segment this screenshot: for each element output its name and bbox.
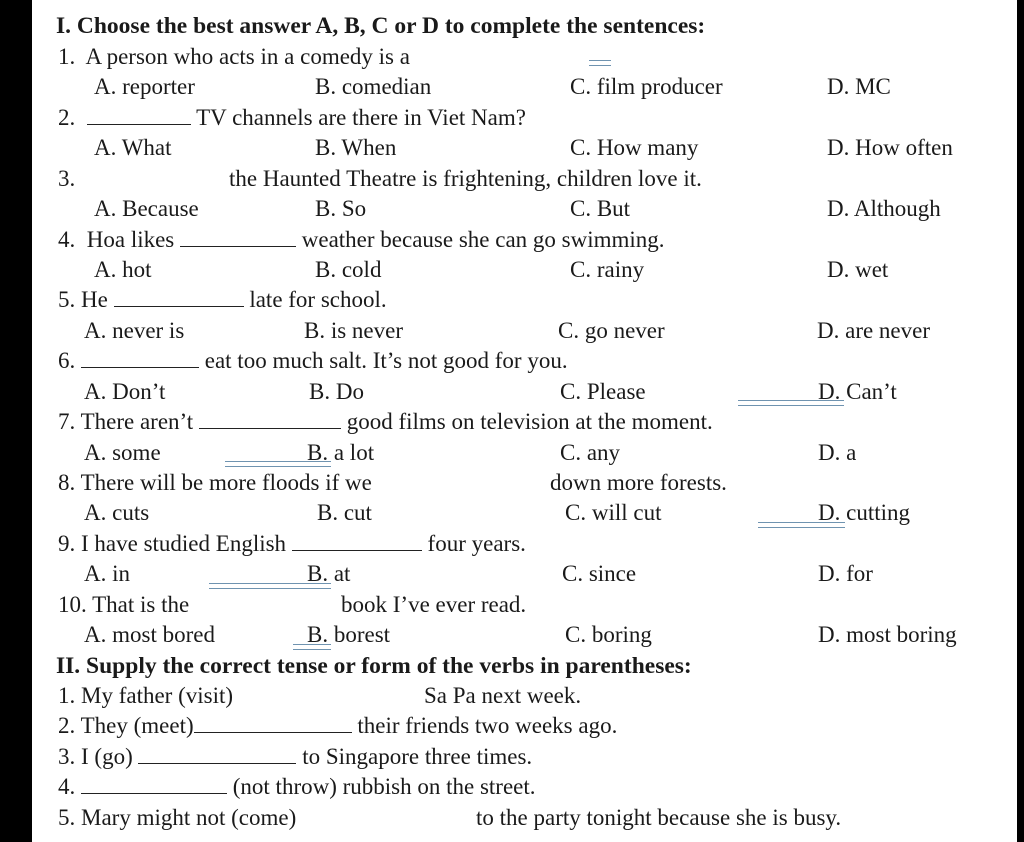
question-text-before: He: [81, 287, 108, 312]
option-a[interactable]: A. never is: [84, 318, 185, 343]
question-number: 5.: [58, 287, 76, 312]
question-8-text-after: down more forests.: [550, 470, 727, 495]
question-5: [58, 286, 387, 314]
verb-item-4: [58, 773, 536, 801]
question-text-before: I have studied English: [81, 531, 287, 556]
option-b[interactable]: B. comedian: [315, 74, 432, 99]
question-text-before: There aren’t: [80, 409, 194, 434]
option-b[interactable]: B. So: [315, 196, 367, 221]
option-b-selected[interactable]: B. at: [307, 561, 351, 586]
answer-blank[interactable]: [194, 714, 352, 733]
option-d[interactable]: D. How often: [827, 135, 953, 160]
item-text-after: to Singapore three times.: [302, 744, 533, 769]
question-number: 1.: [58, 44, 76, 69]
option-c[interactable]: C. boring: [565, 622, 652, 647]
question-10-text-after: book I’ve ever read.: [341, 592, 527, 617]
option-c[interactable]: C. rainy: [570, 257, 645, 282]
option-d[interactable]: D. for: [818, 561, 873, 586]
verb-item-1-after: Sa Pa next week.: [424, 683, 582, 708]
item-text-before: I (go): [81, 744, 133, 769]
option-c[interactable]: C. any: [560, 440, 621, 465]
item-number: 4.: [58, 774, 76, 799]
item-text-before: Mary might not (come): [81, 805, 297, 830]
answer-blank[interactable]: [180, 228, 296, 247]
option-b[interactable]: B. cut: [317, 500, 372, 525]
option-b[interactable]: B. Do: [309, 379, 364, 404]
option-a[interactable]: A. most bored: [84, 622, 215, 647]
option-a[interactable]: A. What: [94, 135, 172, 160]
option-c[interactable]: C. since: [562, 561, 637, 586]
option-a[interactable]: A. some: [84, 440, 161, 465]
item-text-before: They (meet): [80, 713, 194, 738]
option-a[interactable]: A. hot: [94, 257, 152, 282]
question-text: eat too much salt. It’s not good for you.: [204, 348, 568, 373]
option-a[interactable]: A. reporter: [94, 74, 195, 99]
answer-blank[interactable]: [138, 745, 296, 764]
option-c[interactable]: C. will cut: [565, 500, 662, 525]
verb-item-5: [58, 804, 296, 832]
option-b-selected[interactable]: B. a lot: [307, 440, 375, 465]
option-b[interactable]: B. is never: [304, 318, 404, 343]
option-b[interactable]: B. cold: [315, 257, 382, 282]
option-c[interactable]: C. film producer: [570, 74, 723, 99]
option-a[interactable]: A. Don’t: [84, 379, 166, 404]
question-number: 10.: [58, 592, 87, 617]
question-1: [58, 43, 410, 71]
option-c[interactable]: C. Please: [560, 379, 646, 404]
question-text-before: That is the: [92, 592, 190, 617]
verb-item-1: [58, 682, 233, 710]
question-text-before: Hoa likes: [86, 227, 175, 252]
answer-blank[interactable]: [87, 106, 191, 125]
answer-blank[interactable]: [114, 288, 244, 307]
question-number: 7.: [58, 409, 76, 434]
question-text: A person who acts in a comedy is a: [85, 44, 410, 69]
question-number: 4.: [58, 227, 76, 252]
question-text: TV channels are there in Viet Nam?: [196, 105, 526, 130]
question-text-after: good films on television at the moment.: [346, 409, 713, 434]
answer-blank[interactable]: [199, 410, 341, 429]
option-c[interactable]: C. go never: [558, 318, 665, 343]
answer-mark: [589, 60, 611, 66]
question-10: [58, 591, 189, 619]
verb-item-2: [58, 712, 617, 740]
option-d[interactable]: D. are never: [817, 318, 931, 343]
question-text-after: late for school.: [249, 287, 387, 312]
verb-item-5-after: to the party tonight because she is busy.: [476, 805, 842, 830]
item-number: 1.: [58, 683, 76, 708]
item-text-after: their friends two weeks ago.: [357, 713, 618, 738]
verb-item-3: [58, 743, 532, 771]
question-number: 6.: [58, 348, 76, 373]
question-7: [58, 408, 713, 436]
question-text-after: weather because she can go swimming.: [301, 227, 665, 252]
option-a[interactable]: A. Because: [94, 196, 199, 221]
item-text-before: My father (visit): [81, 683, 234, 708]
option-d-selected[interactable]: D. Can’t: [818, 379, 897, 404]
section-1-title: I. Choose the best answer A, B, C or D to complete the sentences:: [56, 13, 706, 39]
question-8: [58, 469, 372, 497]
answer-blank[interactable]: [81, 775, 227, 794]
worksheet-page: [32, 0, 1017, 842]
question-number: 9.: [58, 531, 76, 556]
option-b-selected[interactable]: B. borest: [307, 622, 391, 647]
option-d[interactable]: D. MC: [827, 74, 891, 99]
option-d[interactable]: D. Although: [827, 196, 941, 221]
option-a[interactable]: A. cuts: [84, 500, 150, 525]
question-3-number: 3.: [58, 166, 76, 191]
option-b[interactable]: B. When: [315, 135, 397, 160]
question-6: [58, 347, 568, 375]
answer-blank[interactable]: [81, 349, 199, 368]
answer-blank[interactable]: [292, 532, 422, 551]
option-d[interactable]: D. a: [818, 440, 857, 465]
question-number: 8.: [58, 470, 76, 495]
option-a[interactable]: A. in: [84, 561, 130, 586]
question-9: [58, 530, 526, 558]
option-c[interactable]: C. How many: [570, 135, 699, 160]
item-text-after: (not throw) rubbish on the street.: [232, 774, 536, 799]
option-d-selected[interactable]: D. cutting: [818, 500, 910, 525]
item-number: 3.: [58, 744, 76, 769]
option-d[interactable]: D. most boring: [818, 622, 957, 647]
item-number: 2.: [58, 713, 76, 738]
question-3-text: the Haunted Theatre is frightening, children love it.: [229, 166, 702, 191]
item-number: 5.: [58, 805, 76, 830]
question-4: [58, 226, 665, 254]
question-text-before: There will be more floods if we: [80, 470, 372, 495]
question-number: 2.: [58, 105, 76, 130]
option-d[interactable]: D. wet: [827, 257, 889, 282]
option-c[interactable]: C. But: [570, 196, 631, 221]
question-2: [58, 104, 526, 132]
section-2-title: II. Supply the correct tense or form of the verbs in parentheses:: [56, 653, 692, 679]
question-text-after: four years.: [427, 531, 526, 556]
